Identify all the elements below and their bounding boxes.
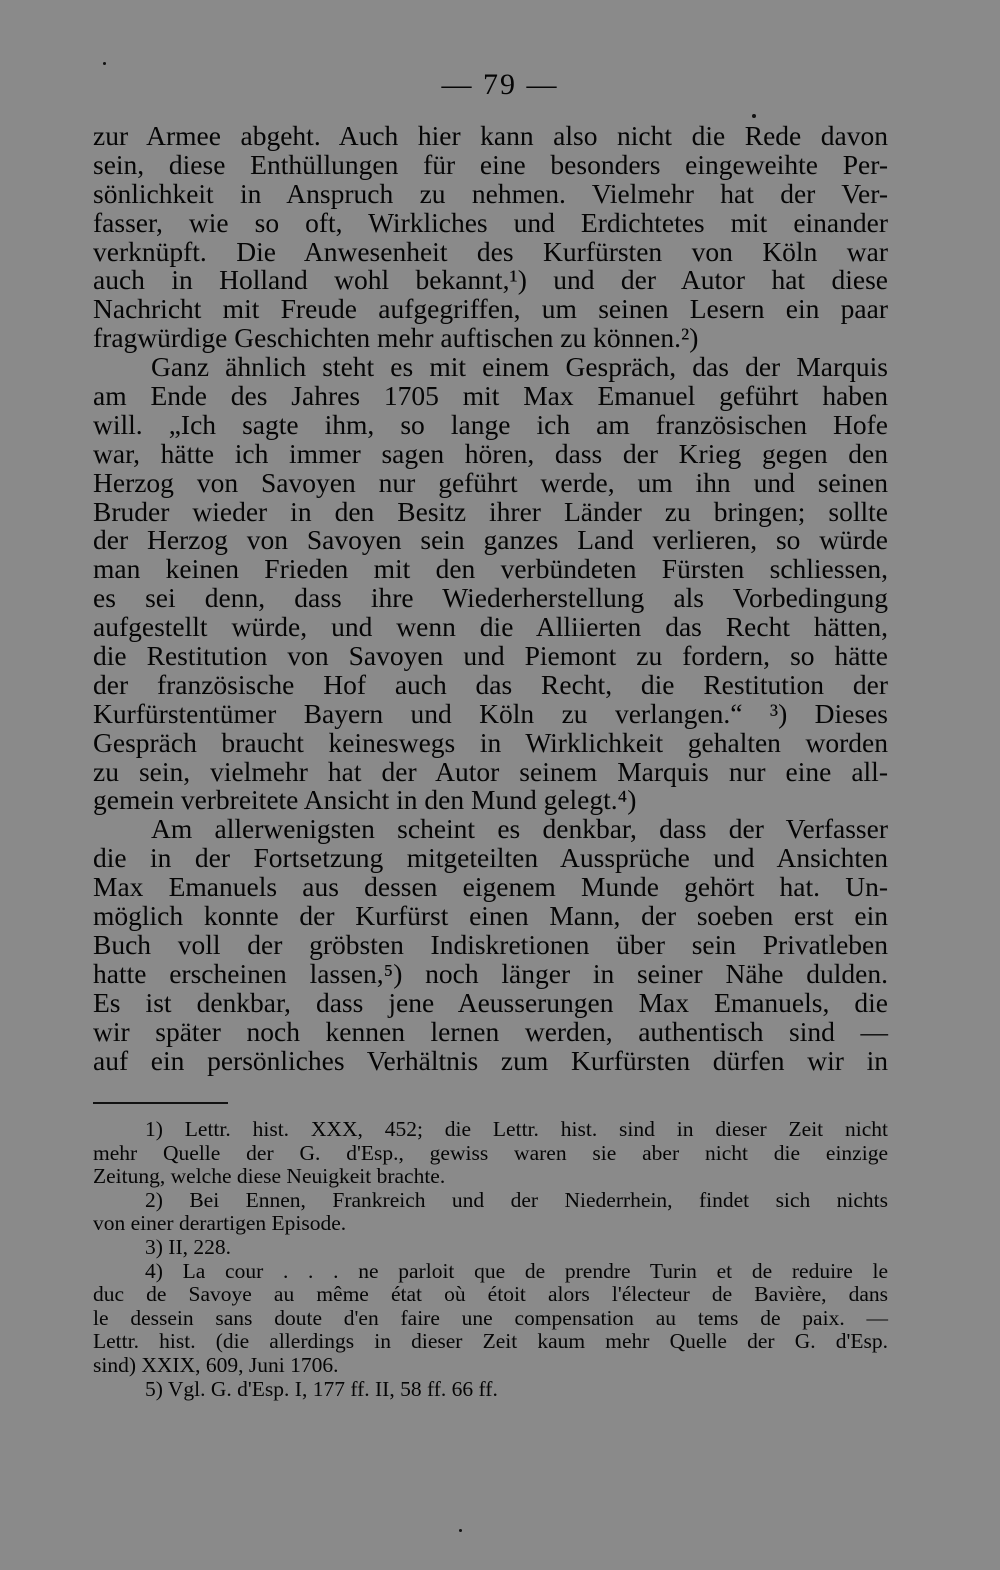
text-line: Gespräch braucht keineswegs in Wirklichkeit gehalten worden xyxy=(93,726,888,758)
ink-speck xyxy=(103,62,106,65)
text-line: am Ende des Jahres 1705 mit Max Emanuel geführt haben xyxy=(93,380,888,412)
text-line: fasser, wie so oft, Wirkliches und Erdichtetes mit einander xyxy=(93,206,888,238)
footnote-line: von einer derartigen Episode. xyxy=(93,1211,347,1236)
text-line: gemein verbreitete Ansicht in den Mund gelegt.⁴) xyxy=(93,784,637,816)
footnote-line: 3) II, 228. xyxy=(145,1234,231,1259)
ink-speck xyxy=(752,114,756,118)
text-line: es sei denn, dass ihre Wiederherstellung als Vorbedingung xyxy=(93,582,888,614)
text-line: möglich konnte der Kurfürst einen Mann, der soeben erst ein xyxy=(93,900,888,932)
footnote-line: Zeitung, welche diese Neuigkeit brachte. xyxy=(93,1164,446,1189)
text-line: der Herzog von Savoyen sein ganzes Land verlieren, so würde xyxy=(93,524,888,556)
text-line: Ganz ähnlich steht es mit einem Gespräch, das der Marquis xyxy=(151,351,888,383)
footnote-line: mehr Quelle der G. d'Esp., gewiss waren sie aber nicht die einzige xyxy=(93,1140,888,1165)
main-text xyxy=(93,122,888,1075)
footnote-line: duc de Savoye au même état où étoit alors l'électeur de Bavière, dans xyxy=(93,1282,888,1307)
page-number: — 79 — xyxy=(441,68,559,101)
text-line: auch in Holland wohl bekannt,¹) und der Autor hat diese xyxy=(93,264,888,296)
text-line: aufgestellt würde, und wenn die Alliierten das Recht hätten, xyxy=(93,611,888,643)
text-line: der französische Hof auch das Recht, die Restitution der xyxy=(93,668,888,700)
text-line: sönlichkeit in Anspruch zu nehmen. Vielmehr hat der Ver- xyxy=(93,177,888,209)
text-line: war, hätte ich immer sagen hören, dass der Krieg gegen den xyxy=(93,437,888,469)
footnote-line: le dessein sans doute d'en faire une compensation au tems de paix. — xyxy=(93,1305,888,1330)
text-line: zu sein, vielmehr hat der Autor seinem Marquis nur eine all- xyxy=(93,755,888,787)
text-line: wir später noch kennen lernen werden, authentisch sind — xyxy=(93,1015,888,1047)
footnote-line: Lettr. hist. (die allerdings in dieser Zeit kaum mehr Quelle der G. d'Esp. xyxy=(93,1329,888,1354)
footnote-line: 4) La cour . . . ne parloit que de prendre Turin et de reduire le xyxy=(145,1258,888,1283)
text-line: Kurfürstentümer Bayern und Köln zu verlangen.“ ³) Dieses xyxy=(93,697,888,729)
text-line: Buch voll der gröbsten Indiskretionen über sein Privatleben xyxy=(93,928,888,960)
text-line: zur Armee abgeht. Auch hier kann also nicht die Rede davon xyxy=(93,120,888,151)
footnotes xyxy=(93,1118,888,1401)
text-line: die Restitution von Savoyen und Piemont zu fordern, so hätte xyxy=(93,640,888,672)
text-line: Bruder wieder in den Besitz ihrer Länder zu bringen; sollte xyxy=(93,495,888,527)
ink-speck xyxy=(459,1529,462,1532)
text-line: die in der Fortsetzung mitgeteilten Aussprüche und Ansichten xyxy=(93,842,888,874)
text-line: Nachricht mit Freude aufgegriffen, um seinen Lesern ein paar xyxy=(93,293,888,325)
text-line: Max Emanuels aus dessen eigenem Munde gehört hat. Un- xyxy=(93,871,888,903)
text-line: Herzog von Savoyen nur geführt werde, um ihn und seinen xyxy=(93,466,888,498)
footnote-line: 2) Bei Ennen, Frankreich und der Niederrhein, findet sich nichts xyxy=(145,1187,888,1212)
text-line: hatte erscheinen lassen,⁵) noch länger in seiner Nähe dulden. xyxy=(93,957,888,989)
text-line: auf ein persönliches Verhältnis zum Kurfürsten dürfen wir in xyxy=(93,1044,888,1076)
text-line: man keinen Frieden mit den verbündeten Fürsten schliessen, xyxy=(93,553,888,585)
text-line: will. „Ich sagte ihm, so lange ich am französischen Hofe xyxy=(93,408,888,440)
text-line: sein, diese Enthüllungen für eine besonders eingeweihte Per- xyxy=(93,148,888,180)
footnote-divider xyxy=(93,1102,228,1104)
text-line: Es ist denkbar, dass jene Aeusserungen Max Emanuels, die xyxy=(93,986,888,1018)
footnote-line: 5) Vgl. G. d'Esp. I, 177 ff. II, 58 ff. 66 ff. xyxy=(145,1376,498,1401)
text-line: Am allerwenigsten scheint es denkbar, dass der Verfasser xyxy=(151,813,888,845)
text-line: verknüpft. Die Anwesenheit des Kurfürsten von Köln war xyxy=(93,235,888,267)
text-line: fragwürdige Geschichten mehr auftischen zu können.²) xyxy=(93,322,699,354)
footnote-line: sind) XXIX, 609, Juni 1706. xyxy=(93,1352,339,1377)
footnote-line: 1) Lettr. hist. XXX, 452; die Lettr. hist. sind in dieser Zeit nicht xyxy=(145,1117,888,1141)
